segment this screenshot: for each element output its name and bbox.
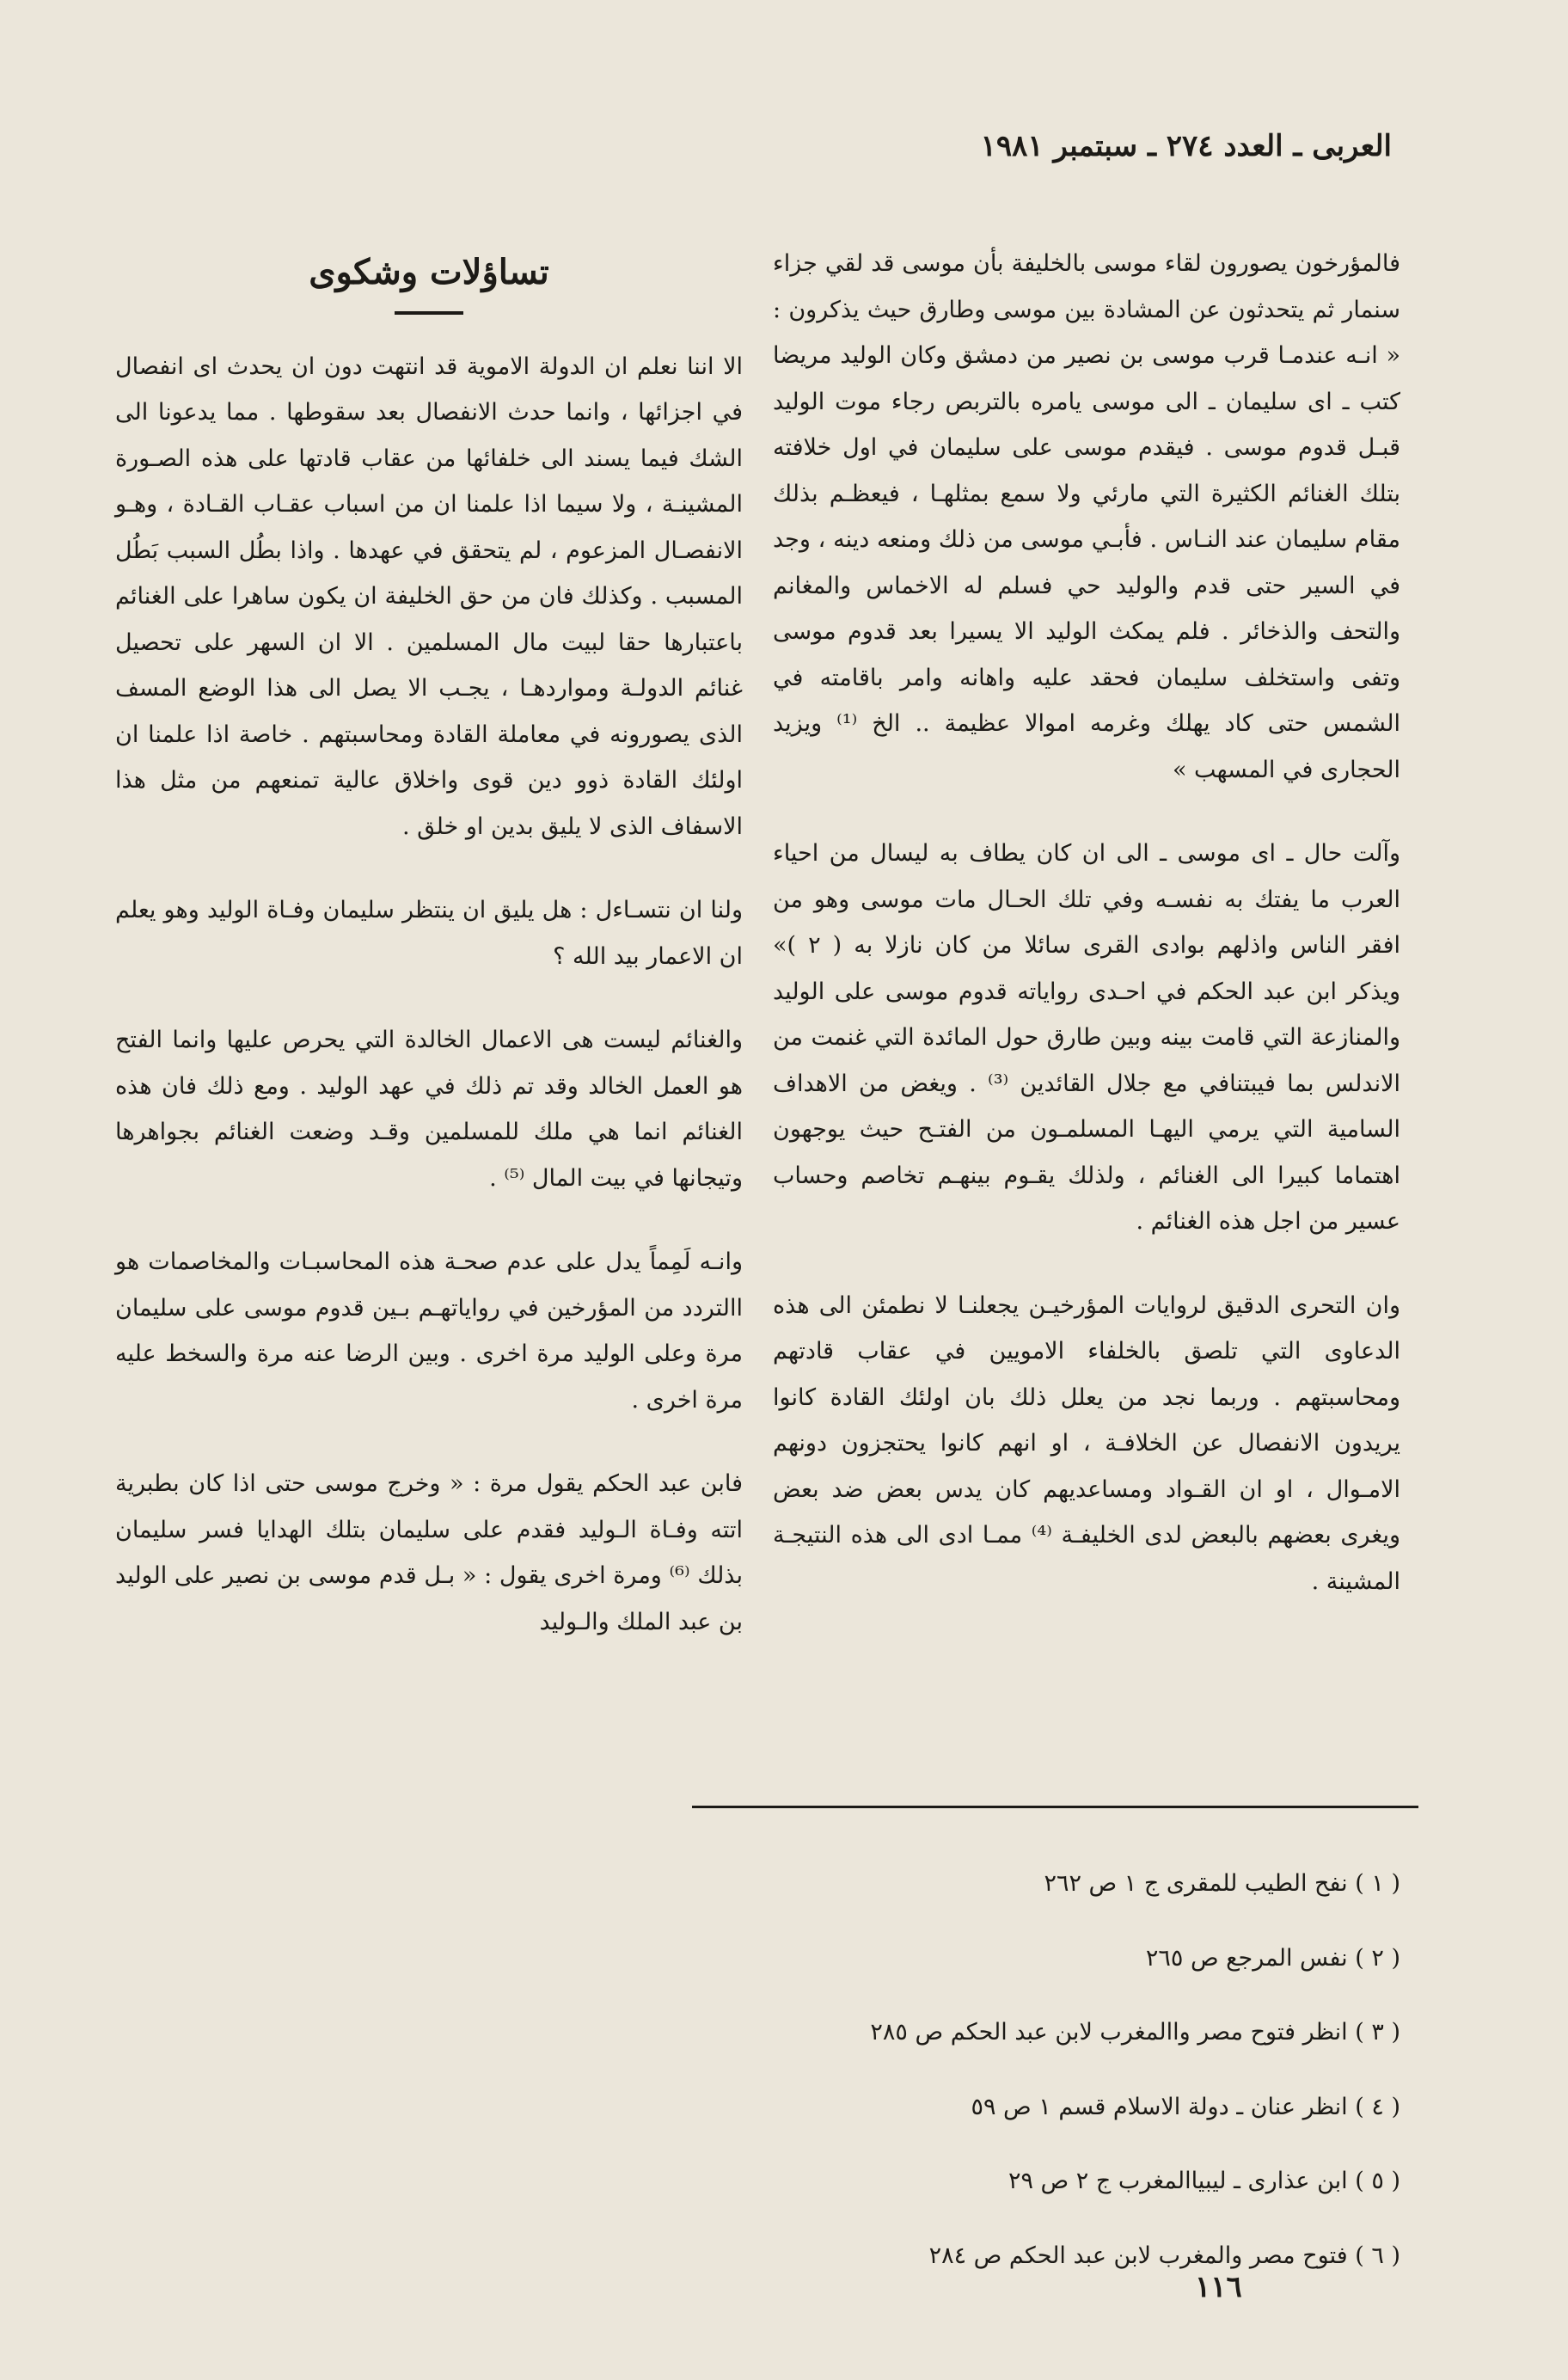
- paragraph: وآلت حال ـ اى موسى ـ الى ان كان يطاف به ليسال من احياء العرب ما يفتك به نفسـه وفي تلك الحـال مات موسى وهو من افقر الناس واذلهم بوادى القرى سائلا من كان نازلا به ( ٢ )» ويذكر ابن عبد الحكم في احـدى رواياته قدوم موسى على الوليد والمنازعة التي قامت بينه وبين طارق حول المائدة التي غنمت من الاندلس بما فيبتنافي مع جلال القائدين ⁽³⁾ . ويغض من الاهداف السامية التي يرمي اليهـا المسلمـون من الفتـح حيث يوجهون اهتماما كبيرا الى الغنائم ، ولذلك يقـوم بينهـم تخاصم وحساب عسير من اجل هذه الغنائم .: [773, 840, 1401, 1235]
- section-title: تساؤلات وشكوى: [309, 252, 549, 292]
- footnotes: [713, 1847, 1400, 2293]
- paragraph: فالمؤرخون يصورون لقاء موسى بالخليفة بأن موسى قد لقي جزاء سنمار ثم يتحدثون عن المشادة بين موسى وطارق حيث يذكرون : « انـه عندمـا قرب موسى بن نصير من دمشق وكان الوليد مريضا كتب ـ اى سليمان ـ الى موسى يامره بالتربص رجاء موت الوليد قبـل قدوم موسى . فيقدم موسى على سليمان في اول خلافته بتلك الغنائم الكثيرة التي مارئي ولا سمع بمثلهـا ، فيعظـم بذلك مقام سليمان عند النـاس . فأبـي موسى من ذلك ومنعه دينه ، وجد في السير حتى قدم والوليد حي فسلم له الاخماس والمغانم والتحف والذخائر . فلم يمكث الوليد الا يسيرا بعد قدوم موسى وتفى واستخلف سليمان فحقد عليه واهانه وامر باقامته في الشمس حتى كاد يهلك وغرمه اموالا عظيمة .. الخ ⁽¹⁾ ويزيد الحجارى في المسهب »: [773, 250, 1400, 783]
- footnote: ( ٥ ) ابن عذارى ـ ليبياالمغرب ج ٢ ص ٢٩: [1008, 2168, 1400, 2194]
- left-column: [115, 241, 743, 1683]
- footnote: ( ٤ ) انظر عنان ـ دولة الاسلام قسم ١ ص ٥٩: [971, 2093, 1400, 2120]
- paragraph: الا اننا نعلم ان الدولة الاموية قد انتهت دون ان يحدث اى انفصال في اجزائها ، وانما حدث الانفصال بعد سقوطها . مما يدعونا الى الشك فيما يسند الى خلفائها من عقاب قادتها على هذه الصـورة المشينـة ، ولا سيما اذا علمنا ان من اسباب عقـاب القـادة ، وهـو الانفصـال المزعوم ، لم يتحقق في عهدها . واذا بطُل السبب بَطُل المسبب . وكذلك فان من حق الخليفة ان يكون ساهرا على الغنائم باعتبارها حقا لبيت مال المسلمين . الا ان السهر على تحصيل غنائم الدولـة ومواردهـا ، يجـب الا يصل الى هذا الوضع المسف الذى يصورونه في معاملة القادة ومحاسبتهم . خاصة اذا علمنا ان اولئك القادة ذوو دين قوى واخلاق عالية تمنعهم من مثل هذا الاسفاف الذى لا يليق بدين او خلق .: [115, 353, 743, 840]
- paragraph: وان التحرى الدقيق لروايات المؤرخيـن يجعلنـا لا نطمئن الى هذه الدعاوى التي تلصق بالخلفاء الامويين في عقاب قادتهم ومحاسبتهم . وربما نجد من يعلل ذلك بان اولئك القادة كانوا يريدون الانفصال عن الخلافـة ، او انهم كانوا يحتجزون دونهم الامـوال ، او ان القـواد ومساعديهم كان يدس بعض ضد بعض ويغرى بعضهم بالبعض لدى الخليفـة ⁽⁴⁾ ممـا ادى الى هذه النتيجـة المشينة .: [773, 1291, 1401, 1595]
- paragraph: فابن عبد الحكم يقول مرة : « وخرج موسى حتى اذا كان بطبرية اتته وفـاة الـوليد فقدم على سليمان بتلك الهدايا فسر سليمان بذلك ⁽⁶⁾ ومرة اخرى يقول : « بـل قدم موسى بن نصير على الوليد بن عبد الملك والـوليد: [115, 1470, 743, 1635]
- footnote: ( ٣ ) انظر فتوح مصر واالمغرب لابن عبد الحكم ص ٢٨٥: [870, 2019, 1400, 2046]
- paragraph: وانـه لَمِماً يدل على عدم صحـة هذه المحاسبـات والمخاصمات هو االتردد من المؤرخين في رواياتهـم بـين قدوم موسى على سليمان مرة وعلى الوليد مرة اخرى . وبين الرضا عنه مرة والسخط عليه مرة اخرى .: [115, 1248, 743, 1414]
- paragraph: والغنائم ليست هى الاعمال الخالدة التي يحرص عليها وانما الفتح هو العمل الخالد وقد تم ذلك في عهد الوليد . ومع ذلك فان هذه الغنائم انما هي ملك للمسلمين وقـد وضعت الغنائم بجواهرها وتيجانها في بيت المال ⁽⁵⁾ .: [115, 1027, 743, 1192]
- title-rule: [395, 311, 463, 315]
- paragraph: ولنا ان نتسـاءل : هل يليق ان ينتظر سليمان وفـاة الوليد وهو يعلم ان الاعمار بيد الله ؟: [115, 897, 743, 970]
- footnote: ( ١ ) نفح الطيب للمقرى ج ١ ص ٢٦٢: [1044, 1870, 1400, 1897]
- footnote: ( ٢ ) نفس المرجع ص ٢٦٥: [1145, 1944, 1400, 1972]
- running-header: العربى ـ العدد ٢٧٤ ـ سبتمبر ١٩٨١: [980, 129, 1392, 163]
- footnote: ( ٦ ) فتوح مصر والمغرب لابن عبد الحكم ص ٢٨٤: [928, 2242, 1400, 2269]
- page-number: ١١٦: [1195, 2270, 1242, 2304]
- right-column: [773, 241, 1400, 1642]
- footnote-divider: [692, 1806, 1418, 1808]
